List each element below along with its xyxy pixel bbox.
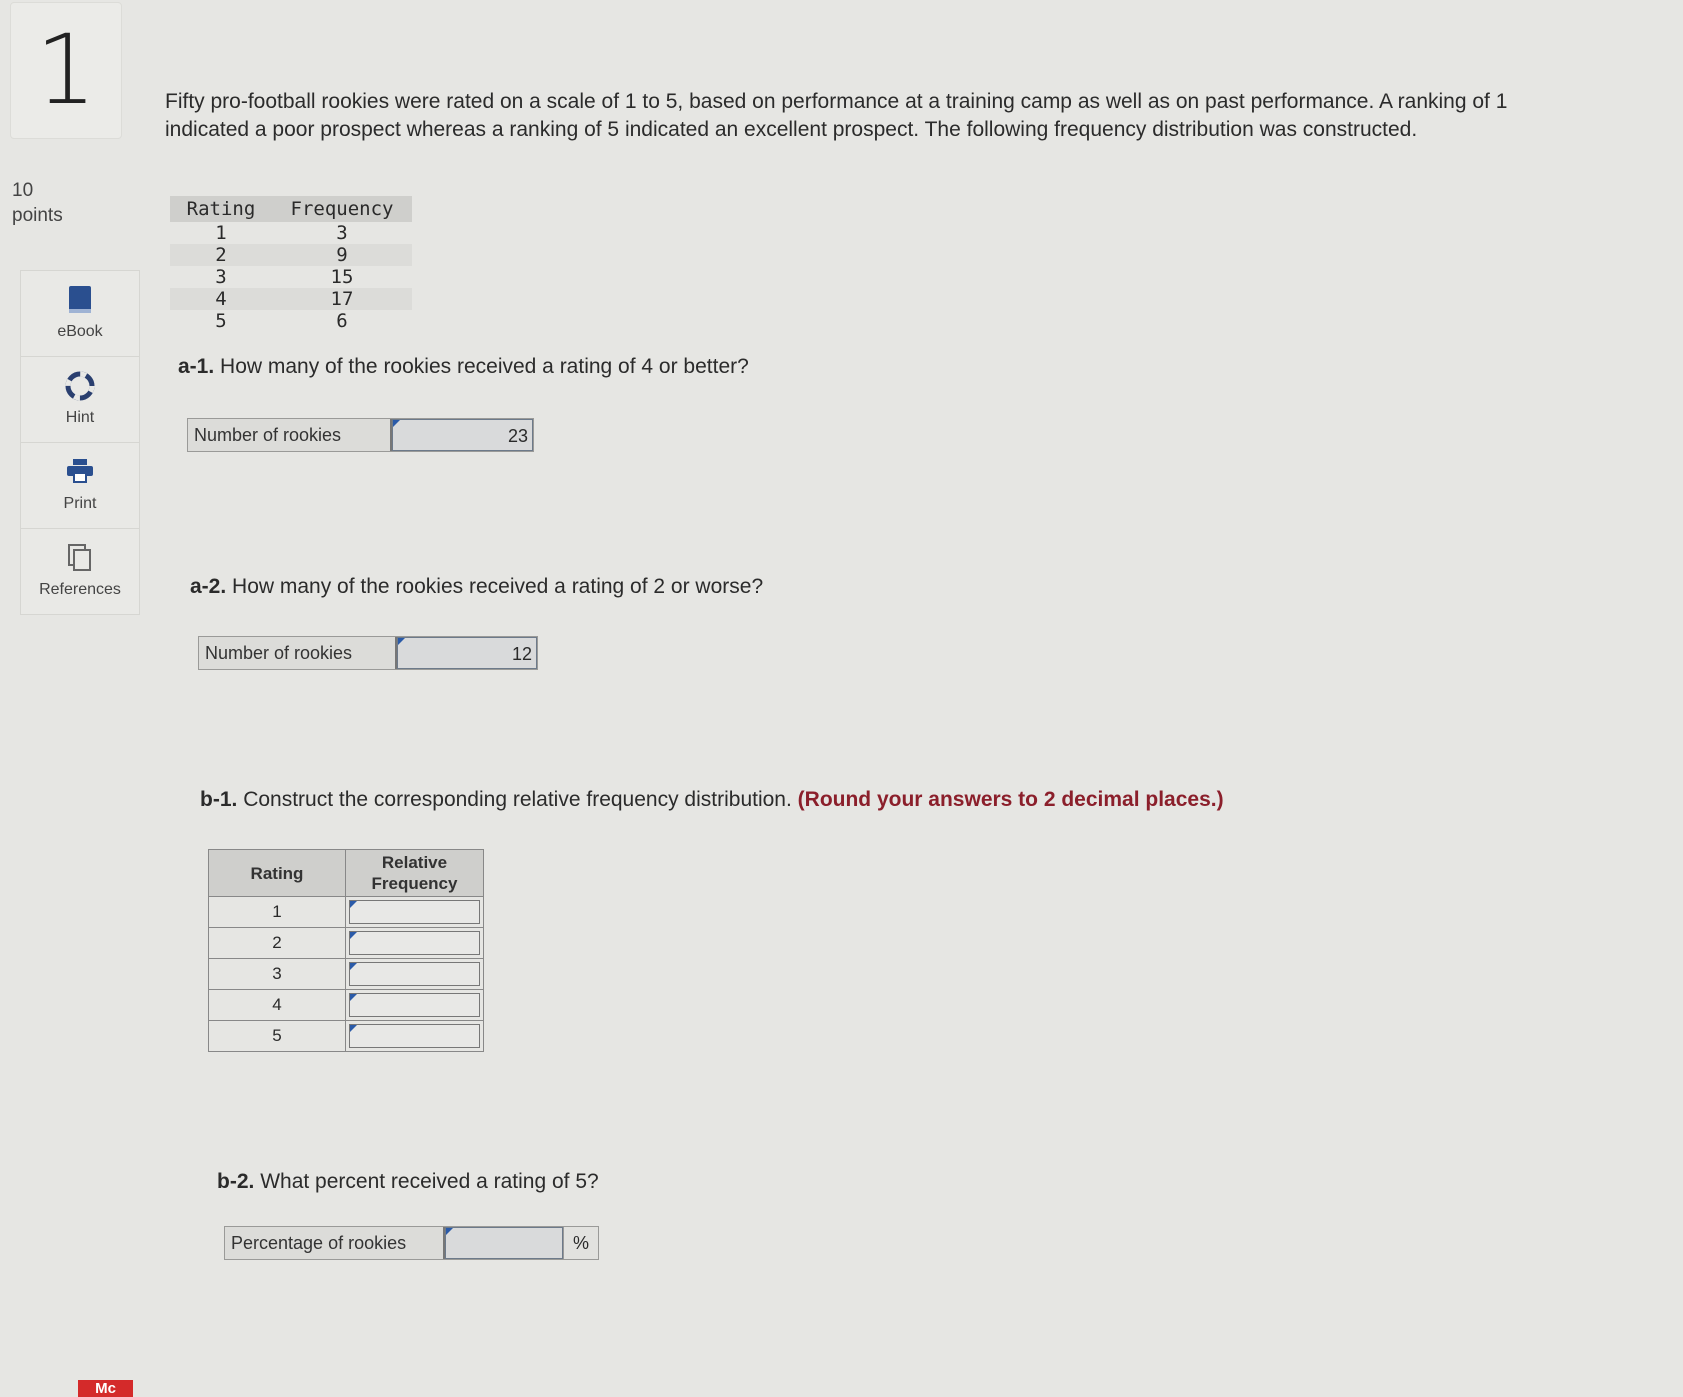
header-line-1: Relative [381, 853, 448, 872]
frequency-cell: 17 [272, 288, 412, 310]
question-intro: Fifty pro-football rookies were rated on a scale of 1 to 5, based on performance at a training camp as well as on past performance. A ranking of 1 indicated a poor prospect whereas a ranking of 5 indicated an excellent prospect. The following frequency distribution was constructed. [165, 90, 1508, 141]
column-header-rating: Rating [209, 850, 346, 897]
points-label: points [12, 205, 63, 226]
question-b1-text: Construct the corresponding relative frequency distribution. [243, 788, 792, 811]
rating-cell: 3 [215, 266, 227, 288]
question-a1-text: How many of the rookies received a rating of 4 or better? [220, 355, 749, 378]
question-a2-tag: a-2. [190, 575, 227, 598]
relative-frequency-input-4[interactable] [349, 993, 480, 1017]
question-a2-text: How many of the rookies received a rating of 2 or worse? [232, 575, 764, 598]
answer-a2-label: Number of rookies [199, 637, 397, 669]
table-row [170, 244, 412, 266]
frequency-cell: 3 [336, 222, 348, 244]
sidebar-item-hint[interactable] [21, 357, 139, 443]
relative-frequency-cell [346, 1021, 484, 1052]
column-header-relative-frequency [346, 850, 484, 897]
question-b1-note: (Round your answers to 2 decimal places.) [797, 788, 1224, 811]
brand-logo: Mc [78, 1380, 133, 1397]
printer-icon [65, 457, 95, 490]
relative-frequency-table [208, 849, 484, 1052]
rating-cell: 2 [170, 244, 272, 266]
sidebar-item-ebook[interactable] [21, 271, 139, 357]
percent-unit: % [563, 1227, 598, 1259]
question-b2-tag: b-2. [217, 1170, 255, 1193]
rating-cell: 4 [209, 990, 346, 1021]
points [12, 178, 63, 228]
column-header-frequency: Frequency [272, 196, 412, 222]
sidebar-item-label: References [39, 581, 121, 598]
book-icon [67, 285, 93, 320]
table-row [209, 1021, 484, 1052]
rating-cell: 2 [209, 928, 346, 959]
answer-b2 [224, 1226, 599, 1260]
table-row [209, 990, 484, 1021]
question-a1-tag: a-1. [178, 355, 215, 378]
rating-cell: 4 [170, 288, 272, 310]
relative-frequency-cell [346, 928, 484, 959]
sidebar-item-label: eBook [57, 323, 103, 340]
frequency-cell: 15 [330, 266, 354, 288]
rating-cell: 5 [209, 1021, 346, 1052]
header-line-2: Frequency [371, 874, 458, 893]
sidebar-item-label: Print [63, 495, 97, 512]
relative-frequency-input-3[interactable] [349, 962, 480, 986]
rating-cell: 1 [215, 222, 227, 244]
relative-frequency-input-2[interactable] [349, 931, 480, 955]
lifebuoy-icon [65, 371, 95, 406]
question-b2 [217, 1170, 599, 1194]
relative-frequency-input-1[interactable] [349, 900, 480, 924]
answer-a1-input[interactable]: 23 [392, 419, 533, 451]
rating-cell: 3 [209, 959, 346, 990]
table-row [209, 928, 484, 959]
table-row [209, 897, 484, 928]
sidebar-item-references[interactable] [21, 529, 139, 614]
question-b1 [200, 788, 1224, 812]
points-value: 10 [12, 180, 34, 201]
answer-b2-label: Percentage of rookies [225, 1227, 445, 1259]
sidebar [20, 270, 140, 615]
table-row [170, 222, 412, 244]
question-b1-tag: b-1. [200, 788, 238, 811]
relative-frequency-cell [346, 959, 484, 990]
table-row [170, 310, 412, 332]
frequency-cell: 9 [272, 244, 412, 266]
table-row [170, 288, 412, 310]
question-a2 [190, 575, 763, 599]
column-header-rating: Rating [170, 196, 272, 222]
frequency-table [170, 196, 412, 332]
question-b2-text: What percent received a rating of 5? [260, 1170, 599, 1193]
sidebar-item-print[interactable] [21, 443, 139, 529]
table-row [209, 959, 484, 990]
answer-b2-input[interactable] [445, 1227, 563, 1259]
answer-a2 [198, 636, 538, 670]
question-a1 [178, 355, 749, 379]
answer-a1 [187, 418, 534, 452]
sidebar-item-label: Hint [65, 409, 95, 426]
rating-cell: 5 [215, 310, 227, 332]
question-number: 1 [10, 2, 122, 139]
pages-icon [66, 543, 94, 578]
relative-frequency-cell [346, 990, 484, 1021]
answer-a2-input[interactable]: 12 [397, 637, 537, 669]
answer-a1-label: Number of rookies [188, 419, 392, 451]
frequency-cell: 6 [336, 310, 348, 332]
relative-frequency-cell [346, 897, 484, 928]
table-row [170, 266, 412, 288]
rating-cell: 1 [209, 897, 346, 928]
relative-frequency-input-5[interactable] [349, 1024, 480, 1048]
